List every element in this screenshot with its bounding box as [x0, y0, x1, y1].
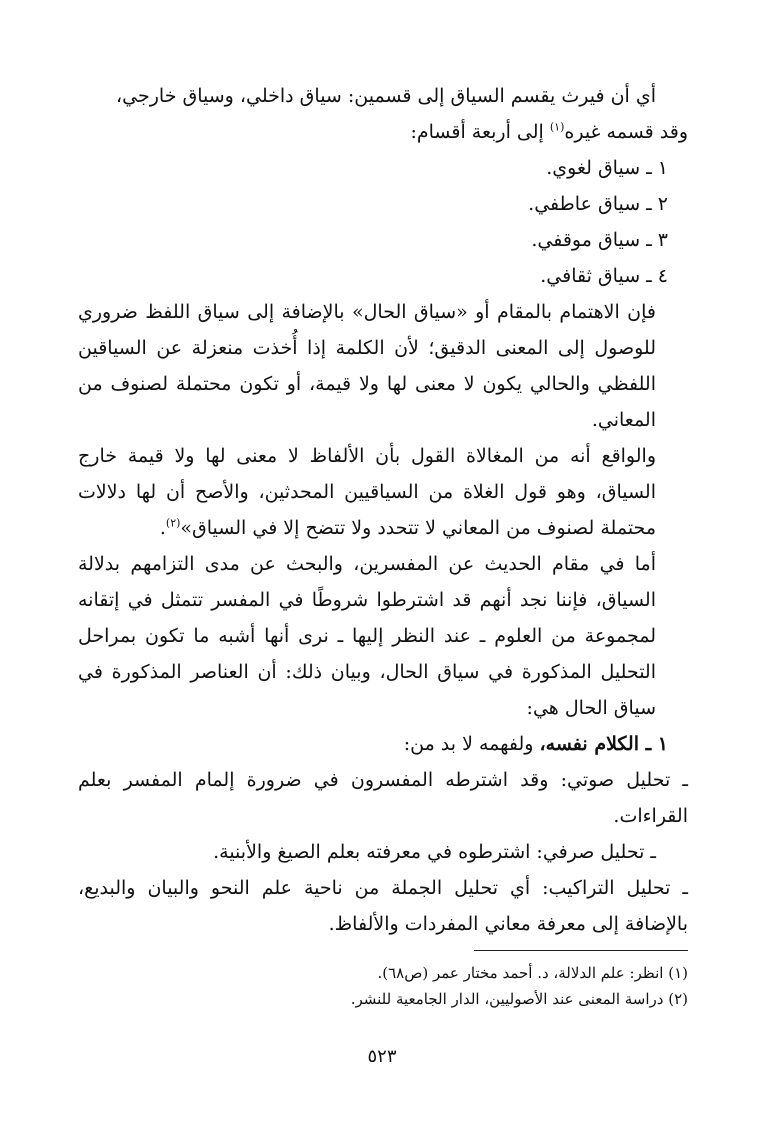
- paragraph-1-text-b: إلى أربعة أقسام:: [410, 121, 550, 143]
- section-item-1-text: ولفهمه لا بد من:: [403, 733, 540, 755]
- paragraph-2: فإن الاهتمام بالمقام أو «سياق الحال» بالإضافة إلى سياق اللفظ ضروري للوصول إلى المعنى الدقيق؛ لأن الكلمة إذا أُخذت منعزلة عن السياقين اللفظي والحالي يكون لا معنى لها ولا قيمة، أو تكون محتملة لصنوف من المعاني.: [78, 301, 656, 431]
- sub-item-phonetic: ـ تحليل صوتي: وقد اشترطه المفسرون في ضرورة إلمام المفسر بعلم القراءات.: [78, 769, 688, 827]
- paragraph-3-end: .: [159, 517, 166, 539]
- paragraph-1-line-2: [78, 114, 688, 150]
- footnote-2: (٢) دراسة المعنى عند الأصوليين، الدار الجامعية للنشر.: [350, 990, 688, 1008]
- paragraph-1-text-a: وقد قسمه غيره: [564, 121, 688, 143]
- page-number: ٥٢٣: [367, 1046, 397, 1067]
- list-item: ١ ـ سياق لغوي.: [546, 157, 668, 179]
- list-item: ٤ ـ سياق ثقافي.: [540, 265, 668, 287]
- footnote-ref-2: (٢): [165, 516, 181, 530]
- sub-item-syntax: ـ تحليل التراكيب: أي تحليل الجملة من ناحية علم النحو والبيان والبديع، بالإضافة إلى معرفة معاني المفردات والألفاظ.: [78, 877, 688, 935]
- section-item-1: [78, 726, 688, 762]
- paragraph-3: [78, 438, 688, 546]
- footnotes: [78, 960, 688, 1012]
- paragraph-1-line-1: أي أن فيرث يقسم السياق إلى قسمين: سياق داخلي، وسياق خارجي،: [116, 85, 656, 107]
- list-item: ٢ ـ سياق عاطفي.: [528, 193, 668, 215]
- section-item-1-heading: ١ ـ الكلام نفسه،: [539, 733, 668, 755]
- footnote-1: (١) انظر: علم الدلالة، د. أحمد مختار عمر (ص٦٨).: [377, 964, 688, 982]
- footnote-divider: [474, 950, 688, 951]
- footnote-ref-1: (١): [549, 120, 565, 134]
- list-item: ٣ ـ سياق موقفي.: [531, 229, 668, 251]
- paragraph-3-text: والواقع أنه من المغالاة القول بأن الألفاظ لا معنى لها ولا قيمة خارج السياق، وهو قول الغلاة من السياقيين المحدثين، والأصح أن لها دلالات محتملة لصنوف من المعاني لا تتحدد ولا تتضح إلا في السياق»: [78, 445, 656, 539]
- paragraph-4: أما في مقام الحديث عن المفسرين، والبحث عن مدى التزامهم بدلالة السياق، فإننا نجد أنهم قد اشترطوا شروطًا في المفسر تتمثل في إتقانه لمجموعة من العلوم ـ عند النظر إليها ـ نرى أنها أشبه ما تكون بمراحل التحليل المذكورة في سياق الحال، وبيان ذلك: أن العناصر المذكورة في سياق الحال هي:: [78, 553, 656, 719]
- sub-item-morphology: ـ تحليل صرفي: اشترطوه في معرفته بعلم الصيغ والأبنية.: [213, 841, 656, 863]
- page-body: [78, 78, 688, 942]
